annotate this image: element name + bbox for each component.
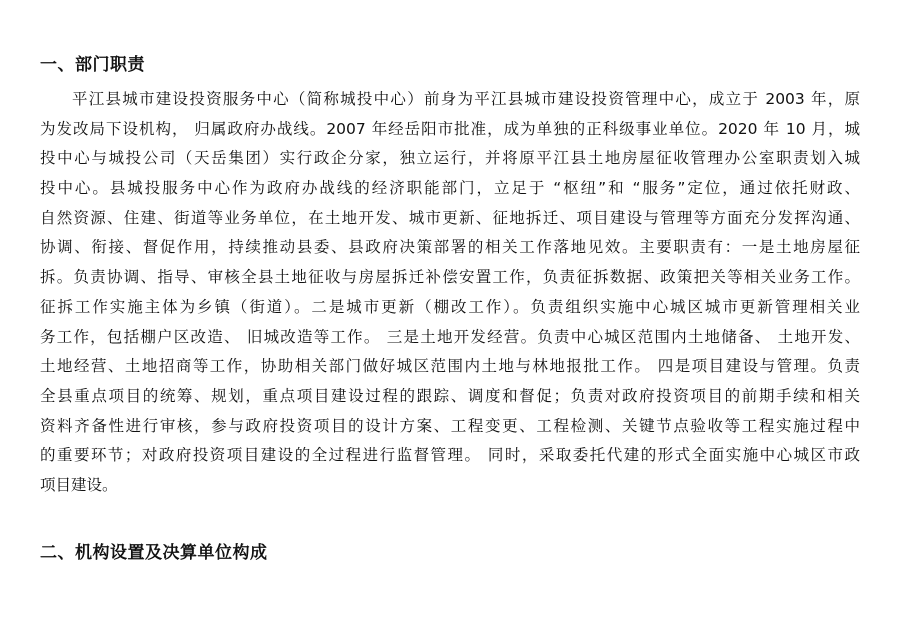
paragraph-line: 征拆工作实施主体为乡镇（街道）。二是城市更新（棚改工作）。负责组织实施中心城区城市更新管理相关业 xyxy=(40,297,860,316)
paragraph-line: 为发改局下设机构， 归属政府办战线。2007 年经岳阳市批准，成为单独的正科级事业单位。2020 年 10 月，城 xyxy=(40,119,860,138)
paragraph-line: 项目建设。 xyxy=(40,475,118,494)
paragraph-line: 全县重点项目的统筹、规划，重点项目建设过程的跟踪、调度和督促；负责对政府投资项目的前期手续和相关 xyxy=(40,386,860,405)
paragraph-line: 投中心与城投公司（天岳集团）实行政企分家，独立运行，并将原平江县土地房屋征收管理办公室职责划入城 xyxy=(40,149,860,168)
section-heading-duties: 一、部门职责 xyxy=(40,55,145,75)
paragraph-line: 自然资源、住建、街道等业务单位，在土地开发、城市更新、征地拆迁、项目建设与管理等方面充分发挥沟通、 xyxy=(40,208,860,227)
paragraph-line: 平江县城市建设投资服务中心（简称城投中心）前身为平江县城市建设投资管理中心，成立于 2003 年，原 xyxy=(72,90,860,108)
section-heading-organization: 二、机构设置及决算单位构成 xyxy=(40,543,268,563)
paragraph-line: 投中心。县城投服务中心作为政府办战线的经济职能部门，立足于 “枢纽”和 “服务”定位，通过依托财政、 xyxy=(40,179,860,198)
paragraph-line: 拆。负责协调、指导、审核全县土地征收与房屋拆迁补偿安置工作，负责征拆数据、政策把关等相关业务工作。 xyxy=(40,268,860,287)
duties-paragraph xyxy=(40,85,860,501)
paragraph-line: 土地经营、土地招商等工作，协助相关部门做好城区范围内土地与林地报批工作。 四是项目建设与管理。负责 xyxy=(40,357,860,376)
paragraph-line: 资料齐备性进行审核，参与政府投资项目的设计方案、工程变更、工程检测、关键节点验收等工程实施过程中 xyxy=(40,416,860,435)
paragraph-line: 协调、衔接、督促作用，持续推动县委、县政府决策部署的相关工作落地见效。主要职责有：一是土地房屋征 xyxy=(40,238,860,257)
paragraph-line: 的重要环节；对政府投资项目建设的全过程进行监督管理。 同时，采取委托代建的形式全面实施中心城区市政 xyxy=(40,446,860,465)
paragraph-line: 务工作，包括棚户区改造、 旧城改造等工作。 三是土地开发经营。负责中心城区范围内土地储备、 土地开发、 xyxy=(40,327,860,346)
